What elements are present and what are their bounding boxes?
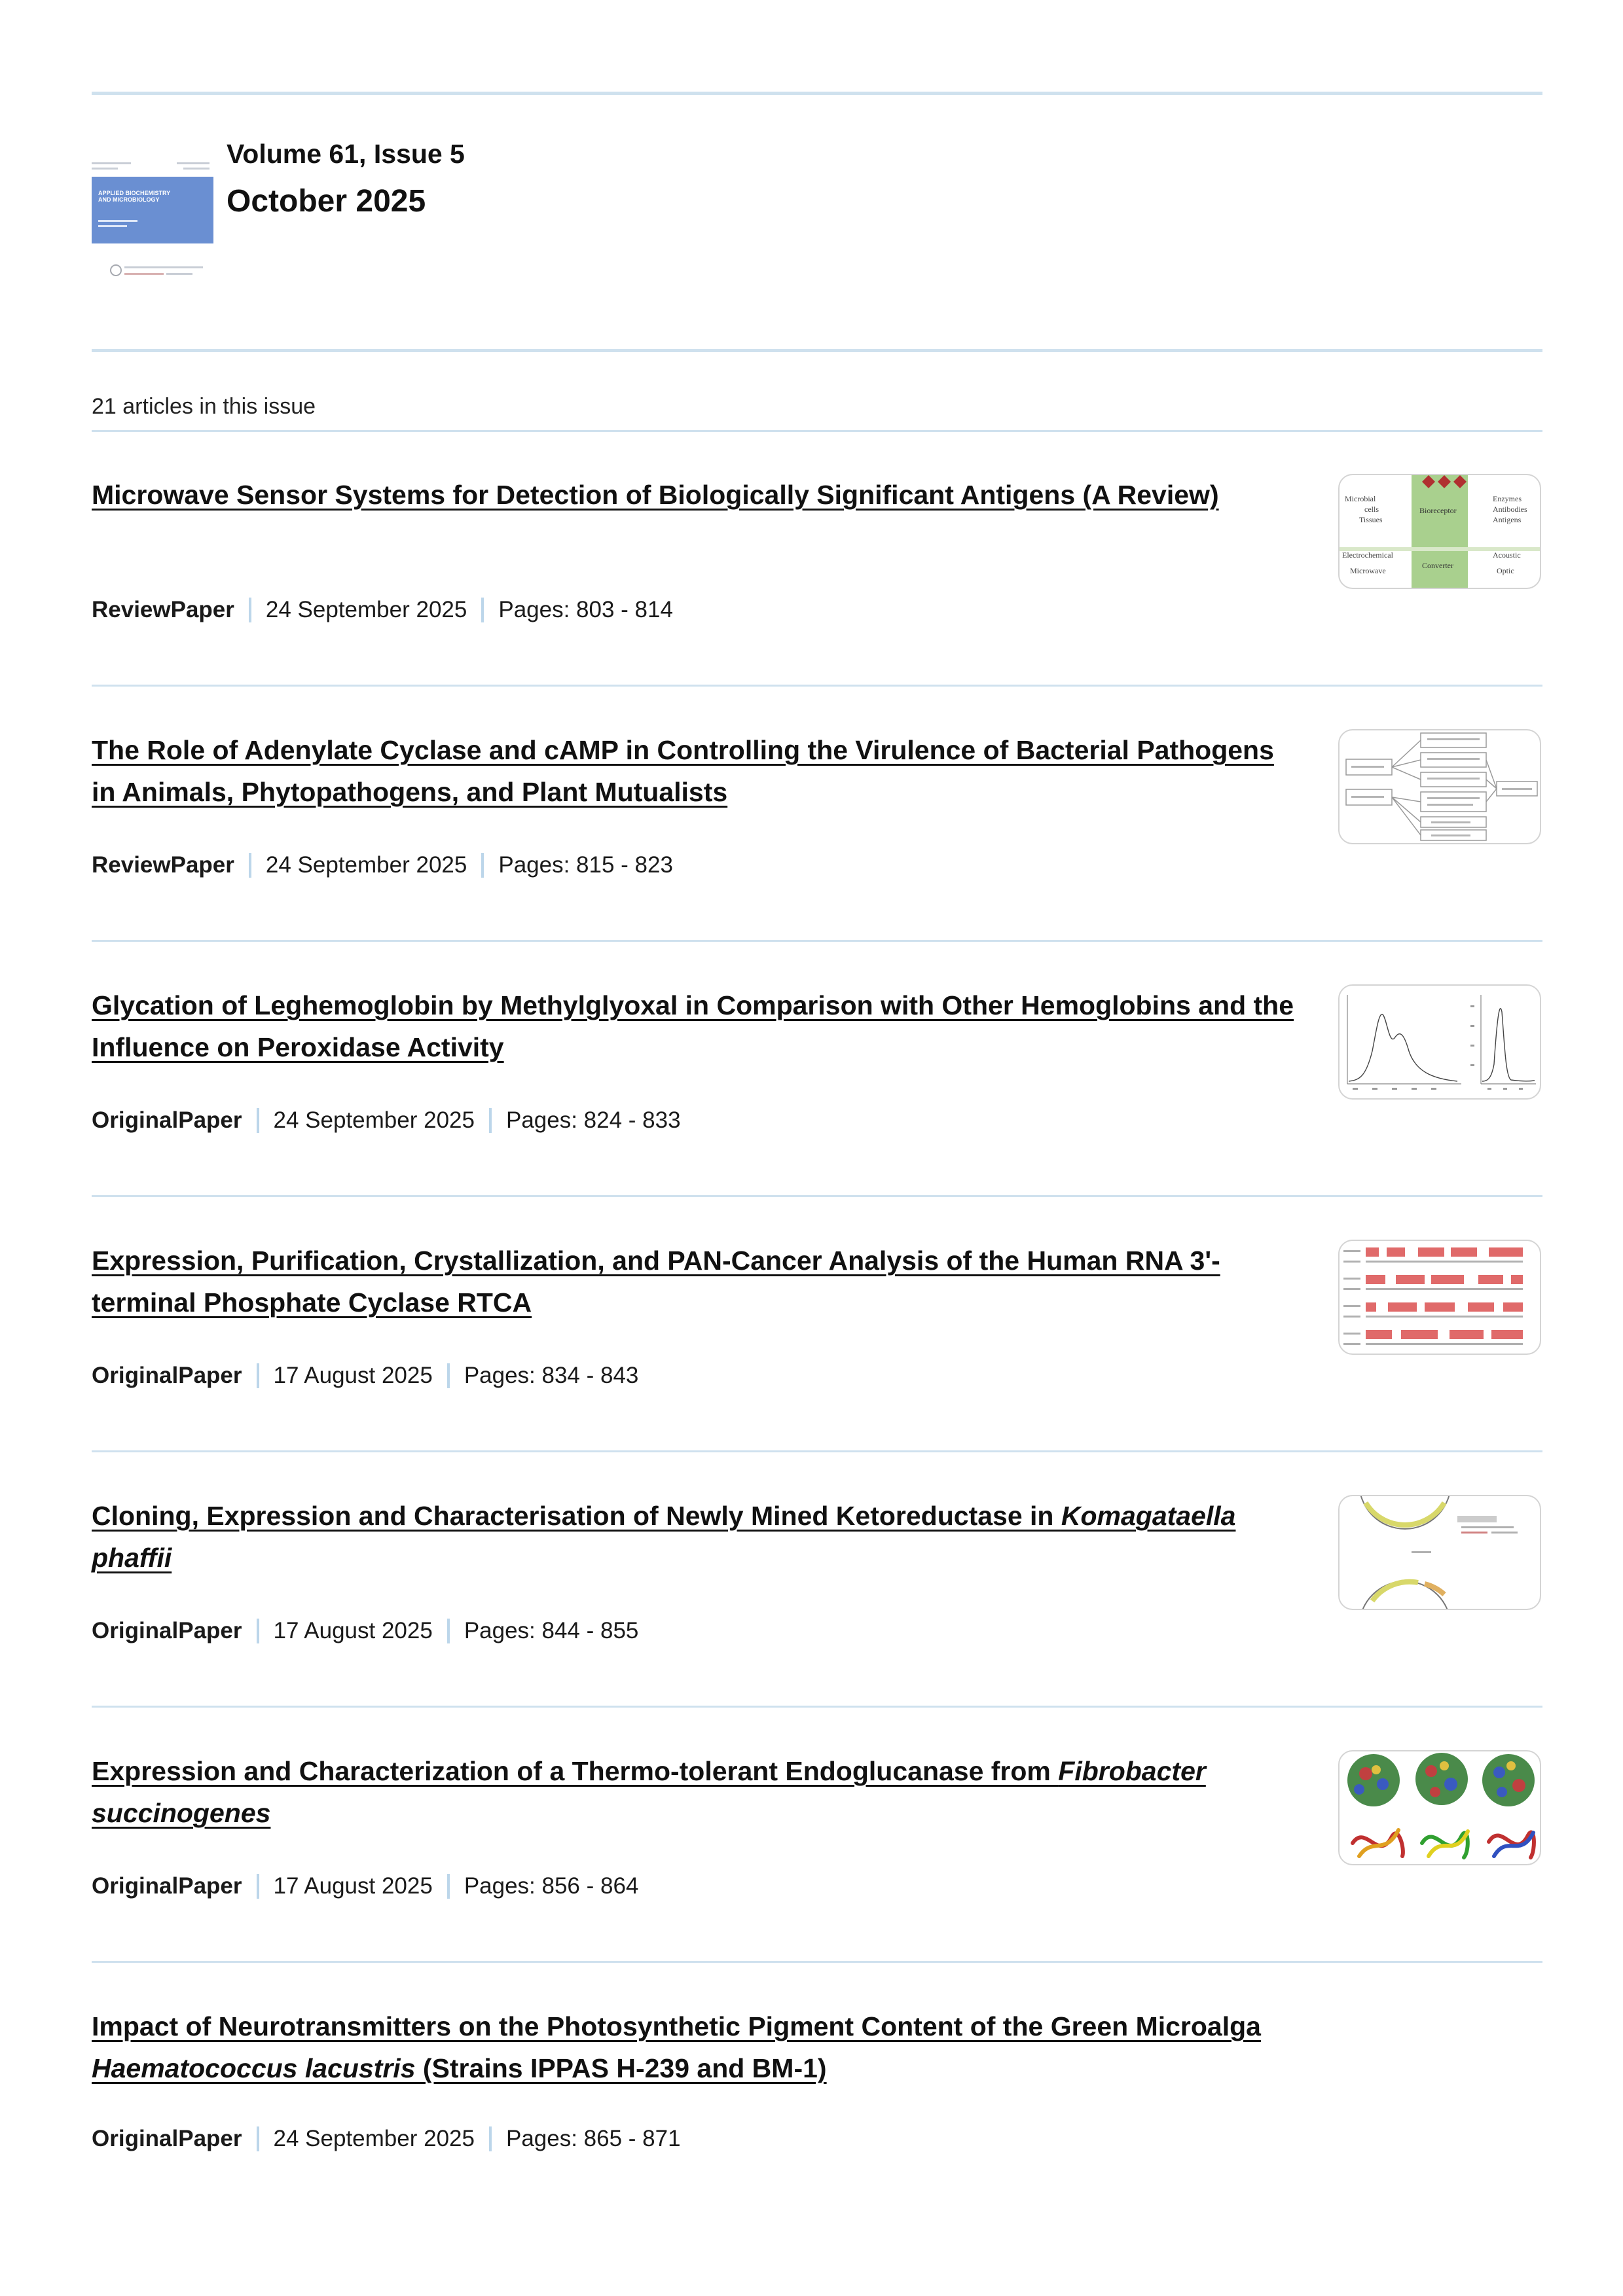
article-divider [92, 1450, 1542, 1452]
article-title [92, 474, 1296, 516]
article-date: 17 August 2025 [273, 1618, 433, 1643]
meta-separator [257, 1363, 259, 1388]
article-type: OriginalPaper [92, 1107, 242, 1133]
cover-top-strip [92, 160, 213, 174]
article-meta [92, 852, 673, 878]
article-title-link[interactable]: Impact of Neurotransmitters on the Photosynthetic Pigment Content of the Green Microalga Haematococcus lacustris (Strains IPPAS H-239 and BM-1) [92, 2011, 1261, 2083]
article-title-link[interactable]: Expression, Purification, Crystallization, and PAN-Cancer Analysis of the Human RNA 3'-terminal Phosphate Cyclase RTCA [92, 1246, 1220, 1318]
article-type: OriginalPaper [92, 1618, 242, 1643]
article-date: 24 September 2025 [265, 852, 467, 878]
article-date: 24 September 2025 [273, 1107, 475, 1133]
article-pages: Pages: 834 - 843 [464, 1363, 639, 1388]
article-meta [92, 1363, 638, 1389]
spectra-plot [1340, 986, 1540, 1098]
plasmid-map [1340, 1496, 1540, 1609]
publisher-logo-icon [110, 264, 122, 276]
svg-text:Microwave: Microwave [1350, 566, 1386, 575]
article-divider [92, 685, 1542, 687]
article-thumbnail[interactable] [1338, 729, 1541, 844]
issue-date: October 2025 [227, 184, 426, 219]
svg-text:Microbial: Microbial [1345, 494, 1376, 503]
list-divider [92, 430, 1542, 432]
meta-separator [257, 1874, 259, 1899]
article-type: OriginalPaper [92, 1873, 242, 1899]
article-title [92, 2005, 1296, 2089]
article-divider [92, 1961, 1542, 1963]
meta-separator [481, 853, 484, 878]
cover-title: APPLIED BIOCHEMISTRY AND MICROBIOLOGY [98, 190, 171, 203]
article-pages: Pages: 844 - 855 [464, 1618, 639, 1643]
article-date: 24 September 2025 [265, 597, 467, 622]
meta-separator [489, 1108, 492, 1133]
journal-cover-image[interactable] [92, 160, 213, 291]
article-divider [92, 1195, 1542, 1197]
meta-separator [257, 1108, 259, 1133]
svg-text:Acoustic: Acoustic [1493, 550, 1521, 560]
meta-separator [447, 1363, 450, 1388]
article-pages: Pages: 803 - 814 [498, 597, 673, 622]
article-thumbnail[interactable] [1338, 1240, 1541, 1355]
article-title-link[interactable]: The Role of Adenylate Cyclase and cAMP in Controlling the Virulence of Bacterial Pathogens in Animals, Phytopathogens, and Plant Mutualists [92, 735, 1274, 807]
svg-text:Converter: Converter [1422, 561, 1453, 570]
article-thumbnail[interactable] [1338, 1750, 1541, 1865]
svg-text:Electrochemical: Electrochemical [1342, 550, 1393, 560]
article-title-link[interactable]: Glycation of Leghemoglobin by Methylglyoxal in Comparison with Other Hemoglobins and the Influence on Peroxidase Activity [92, 990, 1294, 1062]
article-type: OriginalPaper [92, 1363, 242, 1388]
header-divider [92, 349, 1542, 352]
article-pages: Pages: 824 - 833 [505, 1107, 681, 1133]
article-divider [92, 940, 1542, 942]
meta-separator [447, 1619, 450, 1643]
article-title [92, 984, 1296, 1068]
article-thumbnail[interactable] [1338, 1495, 1541, 1610]
article-thumbnail[interactable] [1338, 984, 1541, 1100]
article-date: 24 September 2025 [273, 2126, 475, 2151]
meta-separator [489, 2126, 492, 2151]
article-meta [92, 597, 673, 623]
svg-text:Antibodies: Antibodies [1493, 505, 1527, 514]
article-title [92, 729, 1296, 813]
article-divider [92, 1706, 1542, 1708]
article-meta [92, 1618, 638, 1644]
issue-volume: Volume 61, Issue 5 [227, 139, 465, 169]
article-type: ReviewPaper [92, 597, 234, 622]
meta-separator [249, 853, 251, 878]
article-pages: Pages: 815 - 823 [498, 852, 673, 878]
cover-panel [92, 177, 213, 243]
meta-separator [257, 1619, 259, 1643]
article-title [92, 1240, 1296, 1323]
article-thumbnail[interactable] [1338, 474, 1541, 589]
svg-text:Enzymes: Enzymes [1493, 494, 1522, 503]
article-type: OriginalPaper [92, 2126, 242, 2151]
meta-separator [249, 598, 251, 622]
article-meta [92, 2126, 681, 2152]
protein-structure-image [1340, 1751, 1540, 1864]
article-meta [92, 1873, 638, 1899]
svg-text:Bioreceptor: Bioreceptor [1419, 506, 1457, 515]
svg-text:Tissues: Tissues [1359, 515, 1383, 524]
svg-text:Antigens: Antigens [1493, 515, 1522, 524]
article-type: ReviewPaper [92, 852, 234, 878]
article-title-link[interactable]: Cloning, Expression and Characterisation of Newly Mined Ketoreductase in Komagataella phaffii [92, 1501, 1236, 1573]
meta-separator [257, 2126, 259, 2151]
article-meta [92, 1107, 681, 1134]
article-pages: Pages: 865 - 871 [505, 2126, 681, 2151]
flowchart-diagram [1340, 730, 1540, 843]
article-date: 17 August 2025 [273, 1363, 433, 1388]
article-pages: Pages: 856 - 864 [464, 1873, 639, 1899]
svg-text:Optic: Optic [1497, 566, 1514, 575]
article-title-link[interactable]: Expression and Characterization of a Thermo-tolerant Endoglucanase from Fibrobacter succinogenes [92, 1756, 1206, 1828]
top-divider [92, 92, 1542, 95]
article-date: 17 August 2025 [273, 1873, 433, 1899]
meta-separator [481, 598, 484, 622]
sequence-alignment [1340, 1241, 1540, 1354]
article-title-link[interactable]: Microwave Sensor Systems for Detection of Biologically Significant Antigens (A Review) [92, 480, 1219, 510]
biosensor-diagram [1340, 475, 1540, 588]
meta-separator [447, 1874, 450, 1899]
article-count: 21 articles in this issue [92, 394, 316, 419]
svg-text:cells: cells [1364, 505, 1379, 514]
article-title [92, 1750, 1296, 1834]
article-title [92, 1495, 1296, 1579]
